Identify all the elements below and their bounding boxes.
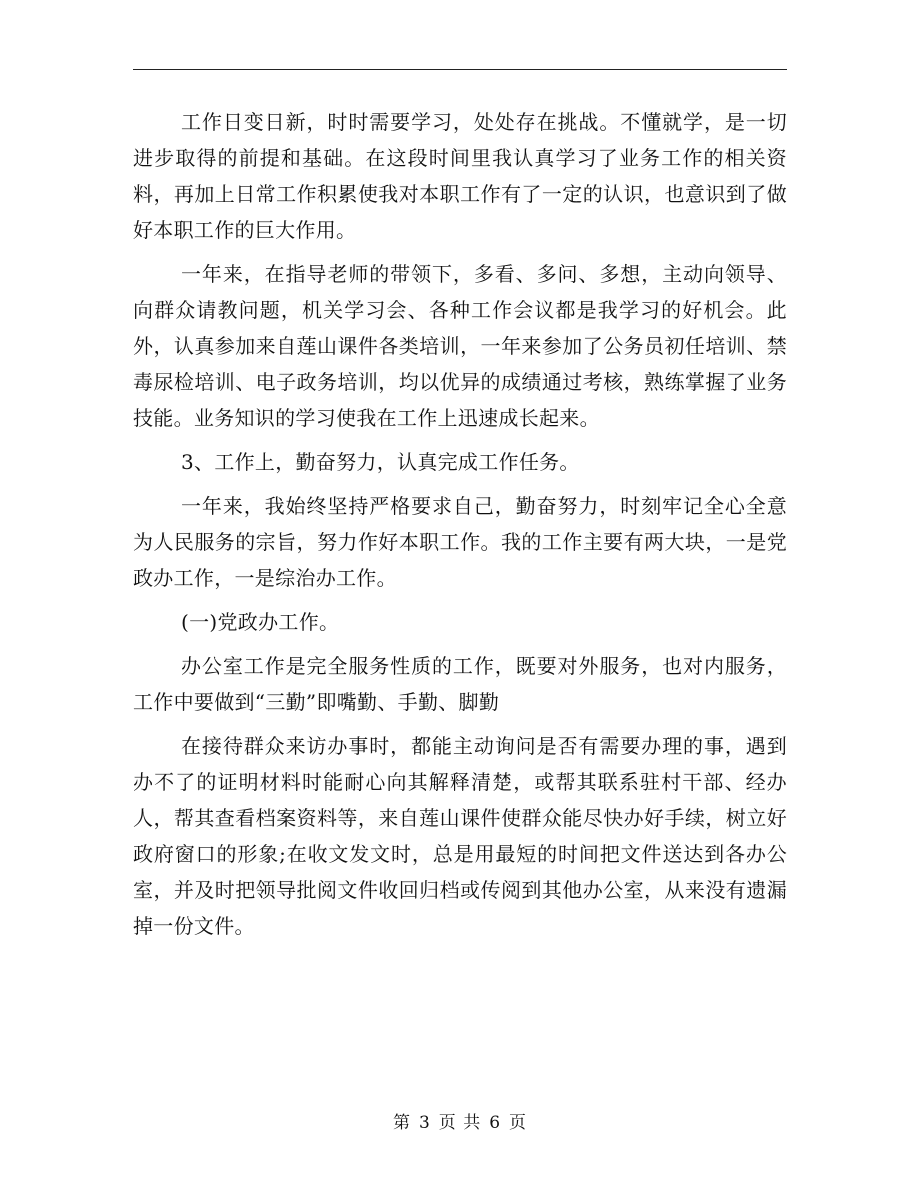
footer-prefix: 第	[392, 1113, 411, 1133]
footer-page-number: 3	[418, 1113, 431, 1133]
paragraph: 一年来，在指导老师的带领下，多看、多问、多想，主动向领导、向群众请教问题，机关学习会、各种工作会议都是我学习的好机会。此外，认真参加来自莲山课件各类培训，一年来参加了公务员初任培训、禁毒尿检培训、电子政务培训，均以优异的成绩通过考核，熟练掌握了业务技能。业务知识的学习使我在工作上迅速成长起来。	[133, 262, 787, 430]
paragraph: 在接待群众来访办事时，都能主动询问是否有需要办理的事，遇到办不了的证明材料时能耐心向其解释清楚，或帮其联系驻村干部、经办人，帮其查看档案资料等，来自莲山课件使群众能尽快办好手续，树立好政府窗口的形象;在收文发文时，总是用最短的时间把文件送达到各办公室，并及时把领导批阅文件收回归档或传阅到其他办公室，从来没有遗漏掉一份文件。	[133, 734, 787, 938]
section-heading: 3、工作上，勤奋努力，认真完成工作任务。	[181, 450, 580, 474]
paragraph: 一年来，我始终坚持严格要求自己，勤奋努力，时刻牢记全心全意为人民服务的宗旨，努力作好本职工作。我的工作主要有两大块，一是党政办工作，一是综治办工作。	[133, 494, 787, 590]
subsection-heading: (一)党政办工作。	[181, 610, 340, 634]
footer-total-pages: 6	[489, 1113, 502, 1133]
paragraph: 工作日变日新，时时需要学习，处处存在挑战。不懂就学，是一切进步取得的前提和基础。在这段时间里我认真学习了业务工作的相关资料，再加上日常工作积累使我对本职工作有了一定的认识，也意识到了做好本职工作的巨大作用。	[133, 110, 787, 242]
header-rule	[133, 69, 787, 70]
document-body	[133, 104, 787, 952]
page-footer	[0, 1108, 920, 1133]
paragraph: 办公室工作是完全服务性质的工作，既要对外服务，也对内服务，工作中要做到“三勤”即嘴勤、手勤、脚勤	[133, 654, 787, 714]
footer-suffix: 页	[509, 1113, 528, 1133]
footer-mid: 页 共	[438, 1113, 482, 1133]
